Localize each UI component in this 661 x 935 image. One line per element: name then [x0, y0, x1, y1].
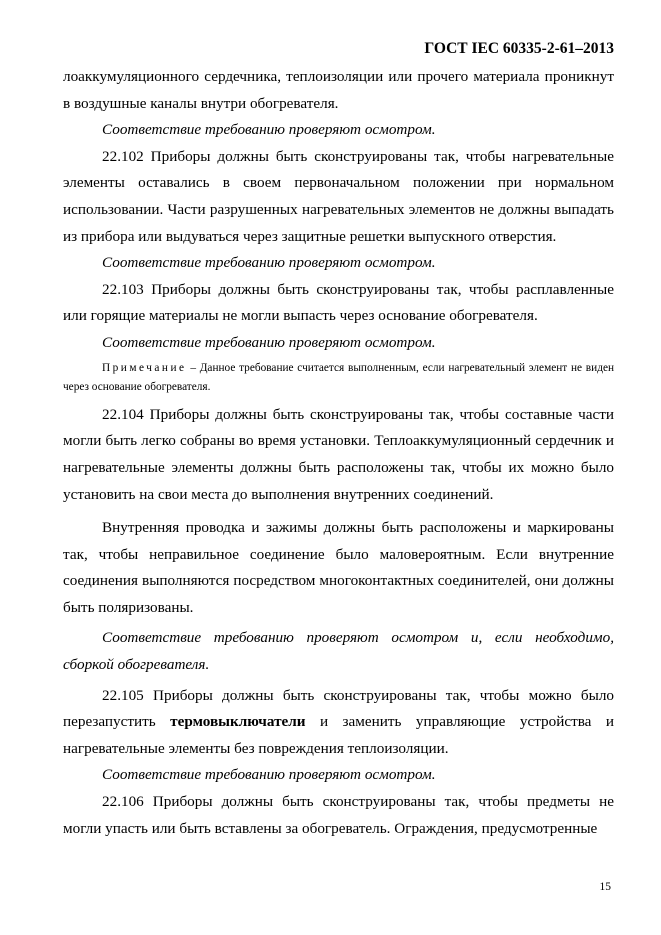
page-number: 15 — [599, 881, 611, 893]
note-label: Примечание — [102, 361, 187, 374]
clause-22-104: 22.104 Приборы должны быть сконструированы так, чтобы составные части могли быть легко собраны во время установки. Теплоаккумуляционный сердечник и нагревательные элементы должны быть расположены так, чтобы их можно было установить на свои места до выполнения внутренних соединений. — [63, 405, 614, 503]
clause-22-105-bold-term: термовыключатели — [170, 713, 306, 731]
standard-header: ГОСТ IEC 60335-2-61–2013 — [424, 40, 614, 57]
note — [63, 359, 614, 398]
body-text — [63, 64, 614, 842]
compliance-check-5: Соответствие требованию проверяют осмотром. — [102, 766, 436, 784]
clause-22-105-end: и заменить управляющие устройства и нагревательные элементы без повреждения теплоизоляции. — [63, 713, 614, 757]
note-text: – Данное требование считается выполненным, если нагревательный элемент не виден через основание обогревателя. — [63, 361, 614, 394]
clause-22-102: 22.102 Приборы должны быть сконструированы так, чтобы нагревательные элементы оставались в своем первоначальном положении при нормальном использовании. Части разрушенных нагревательных элементов не должны выпадать из прибора или выдуваться через защитные решетки выпускного отверстия. — [63, 147, 614, 245]
clause-22-106: 22.106 Приборы должны быть сконструированы так, чтобы предметы не могли упасть или быть вставлены за обогреватель. Ограждения, предусмотренные — [63, 793, 614, 837]
clause-22-105 — [63, 683, 614, 763]
compliance-check-2: Соответствие требованию проверяют осмотром. — [102, 254, 436, 272]
paragraph-continuation: лоаккумуляционного сердечника, теплоизоляции или прочего материала проникнут в воздушные каналы внутри обогревателя. — [63, 68, 614, 112]
clause-22-103: 22.103 Приборы должны быть сконструированы так, чтобы расплавленные или горящие материалы не могли выпасть через основание обогревателя. — [63, 280, 614, 325]
compliance-check-3: Соответствие требованию проверяют осмотром. — [102, 333, 436, 351]
compliance-check-1: Соответствие требованию проверяют осмотром. — [102, 121, 436, 139]
clause-22-105-start: 22.105 Приборы должны быть сконструированы так, чтобы можно было перезапустить — [63, 686, 614, 731]
wiring-paragraph: Внутренняя проводка и зажимы должны быть расположены и маркированы так, чтобы неправильное соединение было маловероятным. Если внутренние соединения выполняются посредством многоконтактных соединителей, они должны быть поляризованы. — [63, 519, 614, 616]
compliance-check-4: Соответствие требованию проверяют осмотром и, если необходимо, сборкой обогревателя. — [63, 629, 614, 674]
